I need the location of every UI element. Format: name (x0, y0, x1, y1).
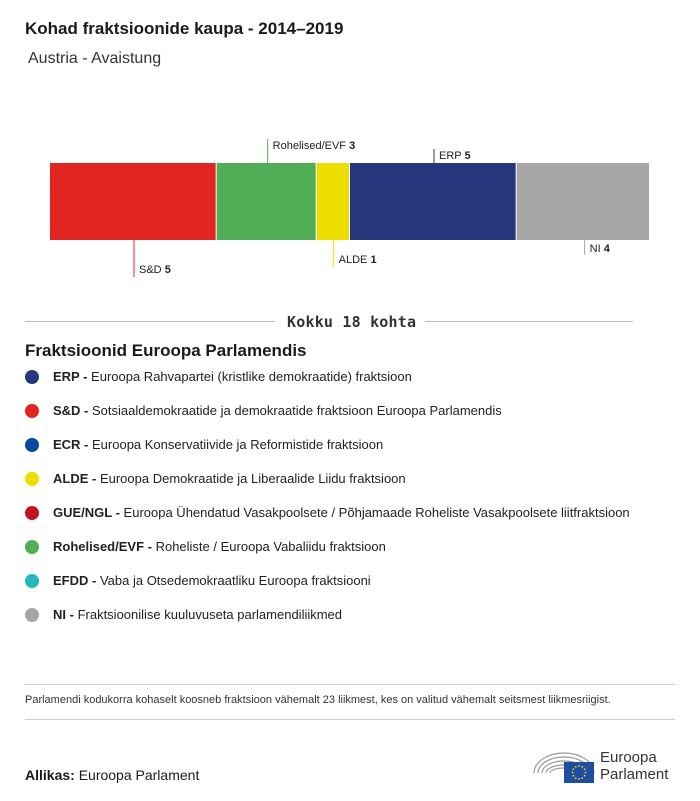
total-divider-left (25, 321, 275, 322)
chart-title: Kohad fraktsioonide kaupa - 2014–2019 (25, 19, 344, 38)
legend-item-gue-ngl (25, 504, 665, 522)
legend-abbr: ECR - (53, 437, 89, 452)
bar-segment-erp (350, 163, 516, 240)
legend-dot-icon (25, 540, 39, 554)
eu-star-icon (585, 772, 587, 774)
legend-list (25, 368, 665, 624)
legend-abbr: ALDE - (53, 471, 97, 486)
legend-text: Euroopa Konservatiivide ja Reformistide fraktsioon (88, 437, 384, 452)
legend-text: Fraktsioonilise kuuluvuseta parlamendiliikmed (73, 607, 343, 622)
eu-star-icon (578, 765, 580, 767)
legend-item-ni (25, 606, 665, 624)
legend-dot-icon (25, 404, 39, 418)
legend-item-erp (25, 368, 665, 386)
legend-text: Euroopa Demokraatide ja Liberaalide Liidu fraktsioon (96, 471, 406, 486)
source-value: Euroopa Parlament (74, 767, 200, 783)
legend-item-ecr (25, 436, 665, 454)
data-label-alde: ALDE 1 (338, 254, 377, 266)
logo-text (600, 749, 668, 783)
eu-star-icon (584, 775, 586, 777)
legend-dot-icon (25, 574, 39, 588)
eu-star-icon (584, 768, 586, 770)
data-label-s-d: S&D 5 (139, 264, 171, 276)
legend-abbr: ERP - (53, 369, 88, 384)
legend-abbr: S&D - (53, 403, 89, 418)
logo-line-1: Euroopa (600, 749, 657, 766)
legend-dot-icon (25, 506, 39, 520)
legend-item-sd (25, 402, 665, 420)
chart-subtitle: Austria - Avaistung (28, 50, 162, 67)
legend-item-alde (25, 470, 665, 488)
total-divider-right (425, 321, 633, 322)
eu-star-icon (581, 777, 583, 779)
legend-text: Euroopa Rahvapartei (kristlike demokraatide) fraktsioon (87, 369, 412, 384)
legend-abbr: GUE/NGL - (53, 505, 120, 520)
bar-segment-ni (517, 163, 649, 240)
bar-segment-rohelised-evf (217, 163, 316, 240)
data-label-ni: NI 4 (589, 243, 610, 255)
eu-star-icon (575, 766, 577, 768)
legend-dot-icon (25, 438, 39, 452)
legend-abbr: NI - (53, 607, 74, 622)
eu-star-icon (572, 775, 574, 777)
legend-dot-icon (25, 608, 39, 622)
legend-text: Euroopa Ühendatud Vasakpoolsete / Põhjamaade Roheliste Vasakpoolsete liitfraktsioon (119, 505, 630, 520)
eu-star-icon (572, 772, 574, 774)
eu-star-icon (572, 768, 574, 770)
total-seats (0, 311, 700, 333)
legend-item-efdd (25, 572, 665, 590)
eu-star-icon (578, 778, 580, 780)
legend-abbr: EFDD - (53, 573, 97, 588)
source-line (25, 767, 199, 783)
logo-line-2: Parlament (600, 766, 669, 783)
legend-title: Fraktsioonid Euroopa Parlamendis (25, 341, 307, 360)
european-parliament-logo (530, 745, 680, 785)
legend-text: Sotsiaaldemokraatide ja demokraatide fraktsioon Euroopa Parlamendis (88, 403, 502, 418)
bar-segment-s-d (50, 163, 216, 240)
legend-item-rohelised-evf (25, 538, 665, 556)
legend-text: Roheliste / Euroopa Vabaliidu fraktsioon (151, 539, 386, 554)
stacked-bar-chart (0, 130, 700, 290)
legend-text: Vaba ja Otsedemokraatliku Euroopa fraktsiooni (96, 573, 371, 588)
bar-segment-alde (317, 163, 349, 240)
parliament-hemicycle-icon (530, 745, 598, 785)
data-label-rohelised-evf: Rohelised/EVF 3 (272, 140, 356, 152)
legend-dot-icon (25, 472, 39, 486)
total-seats-label: Kokku 18 kohta (287, 313, 417, 331)
legend-abbr: Rohelised/EVF - (53, 539, 152, 554)
source-label: Allikas: (25, 767, 75, 783)
data-label-erp: ERP 5 (439, 150, 471, 162)
eu-star-icon (581, 766, 583, 768)
footnote: Parlamendi kodukorra kohaselt koosneb fraktsioon vähemalt 23 liikmest, kes on valitud vähemalt seitsmest liikmesriigist. (25, 684, 675, 720)
eu-star-icon (575, 777, 577, 779)
legend-dot-icon (25, 370, 39, 384)
